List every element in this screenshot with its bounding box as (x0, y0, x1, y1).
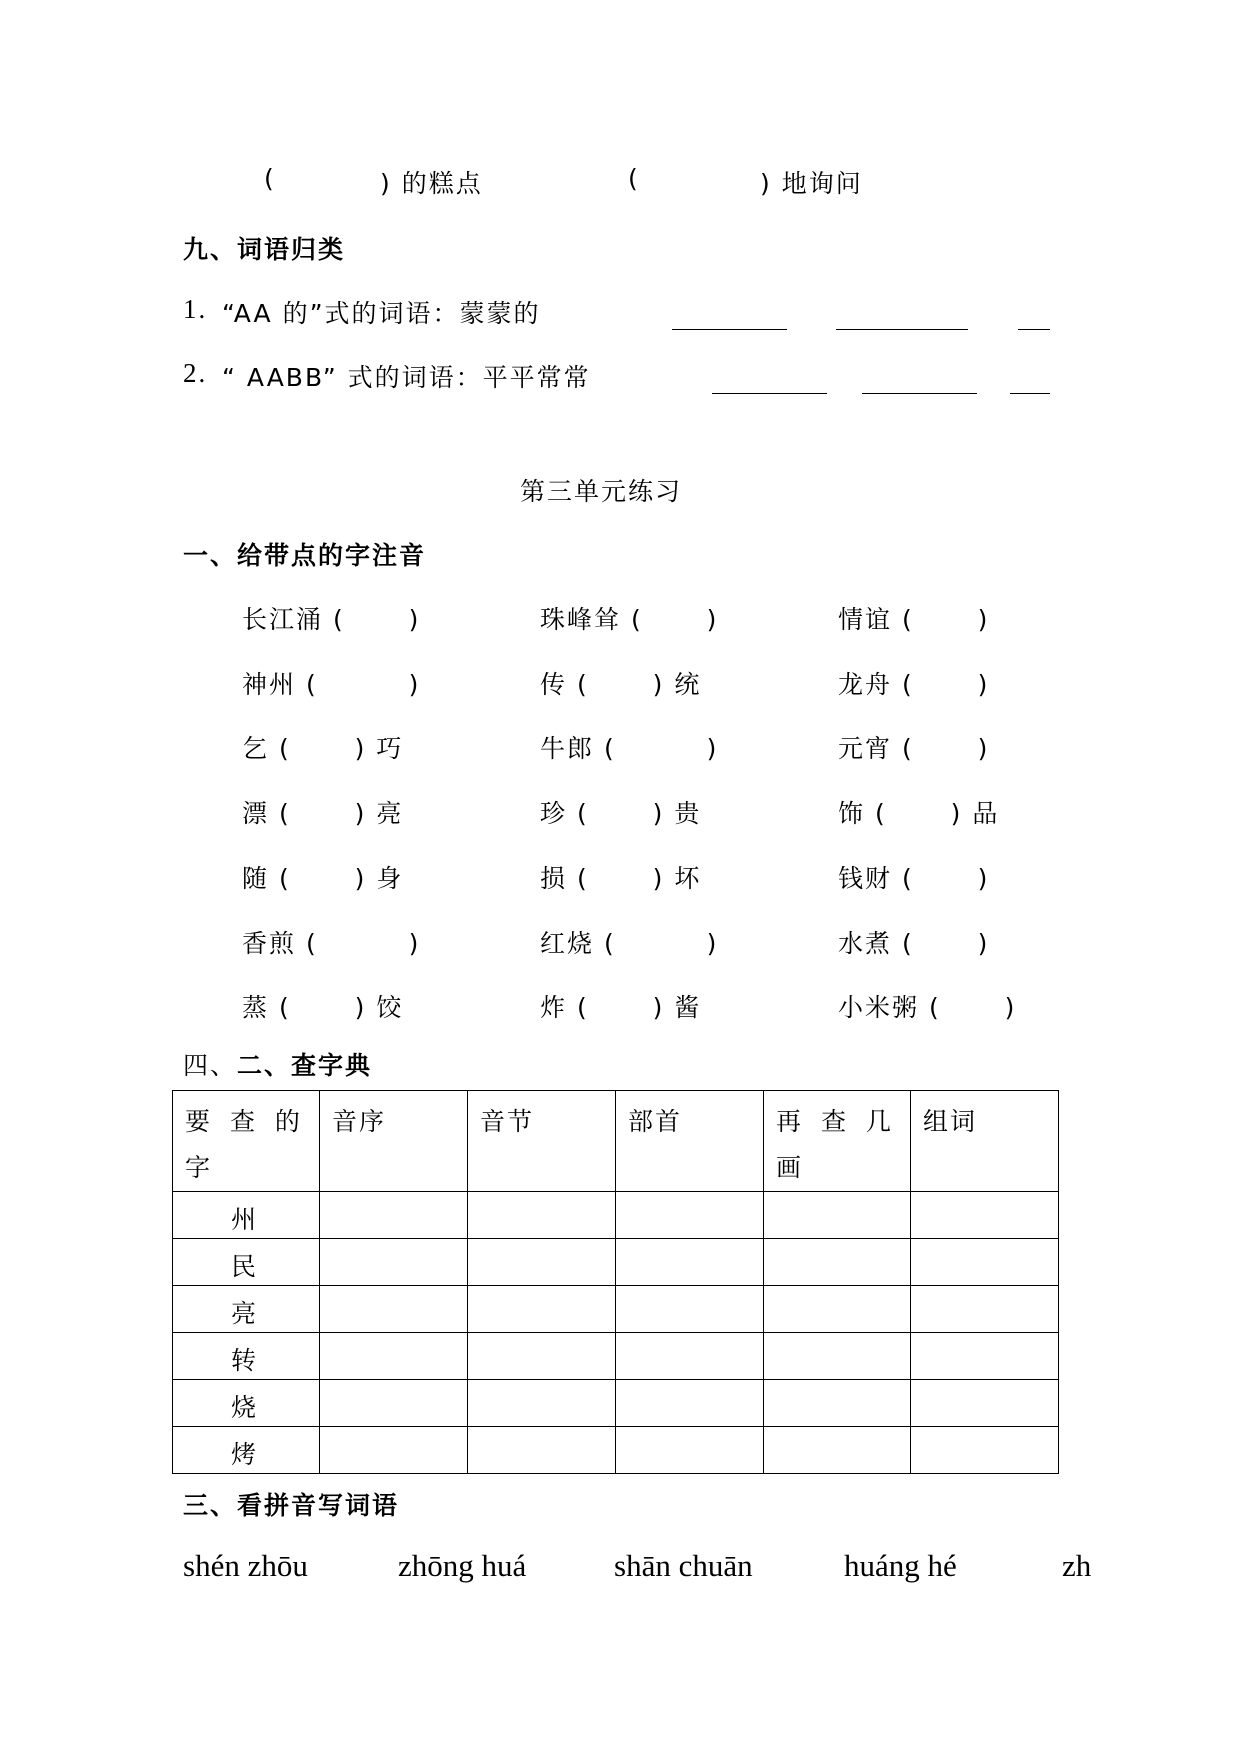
table-row (173, 1333, 1059, 1380)
answer-blank[interactable] (1018, 329, 1050, 330)
lookup-character: 亮 (173, 1286, 320, 1333)
answer-cell[interactable] (320, 1380, 468, 1427)
section-three-title: 三、看拼音写词语 (183, 1491, 400, 1520)
answer-cell[interactable] (764, 1380, 911, 1427)
phonetic-item: 神州 ( ) (242, 670, 421, 699)
pinyin-prompt: shén zhōu (183, 1548, 308, 1583)
table-row (173, 1286, 1059, 1333)
phonetic-item: 蒸 ( ) 饺 (242, 993, 404, 1022)
item-number: 1. (183, 294, 208, 324)
answer-cell[interactable] (468, 1427, 616, 1474)
answer-cell[interactable] (764, 1192, 911, 1239)
answer-blank[interactable] (836, 329, 968, 330)
lookup-character: 烤 (173, 1427, 320, 1474)
answer-cell[interactable] (616, 1427, 764, 1474)
header-character: 要 查 的 字 (173, 1091, 320, 1192)
answer-cell[interactable] (320, 1239, 468, 1286)
lookup-character: 民 (173, 1239, 320, 1286)
answer-cell[interactable] (911, 1239, 1059, 1286)
phonetic-item: 龙舟 ( ) (838, 670, 990, 699)
pinyin-prompt: shān chuān (614, 1548, 753, 1583)
paren-open: ( (628, 164, 640, 193)
header-words: 组词 (911, 1091, 1059, 1192)
answer-cell[interactable] (911, 1380, 1059, 1427)
answer-cell[interactable] (911, 1192, 1059, 1239)
item-text: “AA 的”式的词语：蒙蒙的 (222, 299, 541, 328)
section-two-prefix: 四、 (183, 1051, 238, 1080)
phonetic-item: 饰 ( ) 品 (838, 799, 1000, 828)
phonetic-item: 传 ( ) 统 (540, 670, 702, 699)
phonetic-item: 珠峰耸 ( ) (540, 605, 719, 634)
answer-cell[interactable] (616, 1380, 764, 1427)
phonetic-item: 乞 ( ) 巧 (242, 734, 404, 763)
answer-cell[interactable] (764, 1286, 911, 1333)
item-number: 2. (183, 358, 208, 388)
answer-cell[interactable] (320, 1192, 468, 1239)
header-radical: 部首 (616, 1091, 764, 1192)
ask-phrase: ) 地询问 (760, 169, 863, 198)
answer-blank[interactable] (712, 393, 827, 394)
phonetic-item: 炸 ( ) 酱 (540, 993, 702, 1022)
answer-blank[interactable] (862, 393, 977, 394)
phonetic-item: 钱财 ( ) (838, 864, 990, 893)
table-row (173, 1427, 1059, 1474)
table-row (173, 1380, 1059, 1427)
answer-cell[interactable] (468, 1333, 616, 1380)
item-text: “ AABB” 式的词语：平平常常 (222, 363, 591, 392)
answer-cell[interactable] (764, 1333, 911, 1380)
table-header-row (173, 1091, 1059, 1192)
section-two-heading (183, 1046, 372, 1082)
table-row (173, 1192, 1059, 1239)
answer-cell[interactable] (911, 1286, 1059, 1333)
answer-cell[interactable] (468, 1380, 616, 1427)
section-nine-title: 九、词语归类 (183, 235, 346, 264)
pinyin-prompt: zh (1062, 1548, 1092, 1583)
lookup-character: 州 (173, 1192, 320, 1239)
answer-cell[interactable] (616, 1239, 764, 1286)
phonetic-item: 牛郎 ( ) (540, 734, 719, 763)
answer-cell[interactable] (320, 1427, 468, 1474)
answer-blank[interactable] (1010, 393, 1050, 394)
phonetic-item: 长江涌 ( ) (242, 605, 421, 634)
phonetic-item: 损 ( ) 坏 (540, 864, 702, 893)
answer-cell[interactable] (616, 1333, 764, 1380)
answer-cell[interactable] (468, 1286, 616, 1333)
phonetic-item: 元宵 ( ) (838, 734, 990, 763)
answer-cell[interactable] (911, 1427, 1059, 1474)
header-strokes: 再 查 几 画 (764, 1091, 911, 1192)
phonetic-item: 红烧 ( ) (540, 929, 719, 958)
answer-cell[interactable] (616, 1286, 764, 1333)
section-two-title: 二、查字典 (237, 1051, 373, 1080)
answer-cell[interactable] (764, 1239, 911, 1286)
answer-cell[interactable] (320, 1333, 468, 1380)
phonetic-item: 水煮 ( ) (838, 929, 990, 958)
answer-blank[interactable] (672, 329, 787, 330)
phonetic-item: 小米粥 ( ) (838, 993, 1017, 1022)
cake-phrase: ) 的糕点 (380, 169, 483, 198)
section-one-title: 一、给带点的字注音 (183, 541, 427, 570)
answer-cell[interactable] (911, 1333, 1059, 1380)
phonetic-item: 香煎 ( ) (242, 929, 421, 958)
unit-title: 第三单元练习 (520, 477, 683, 506)
header-syllable: 音节 (468, 1091, 616, 1192)
answer-cell[interactable] (468, 1192, 616, 1239)
answer-cell[interactable] (764, 1427, 911, 1474)
answer-cell[interactable] (320, 1286, 468, 1333)
table-row (173, 1239, 1059, 1286)
phonetic-item: 漂 ( ) 亮 (242, 799, 404, 828)
phonetic-item: 随 ( ) 身 (242, 864, 404, 893)
lookup-character: 转 (173, 1333, 320, 1380)
phonetic-item: 珍 ( ) 贵 (540, 799, 702, 828)
dictionary-table (172, 1090, 1059, 1474)
pinyin-prompt: zhōng huá (398, 1548, 527, 1583)
header-initial: 音序 (320, 1091, 468, 1192)
answer-cell[interactable] (468, 1239, 616, 1286)
phonetic-item: 情谊 ( ) (838, 605, 990, 634)
lookup-character: 烧 (173, 1380, 320, 1427)
answer-cell[interactable] (616, 1192, 764, 1239)
paren-open: ( (264, 164, 276, 193)
pinyin-prompt: huáng hé (844, 1548, 957, 1583)
